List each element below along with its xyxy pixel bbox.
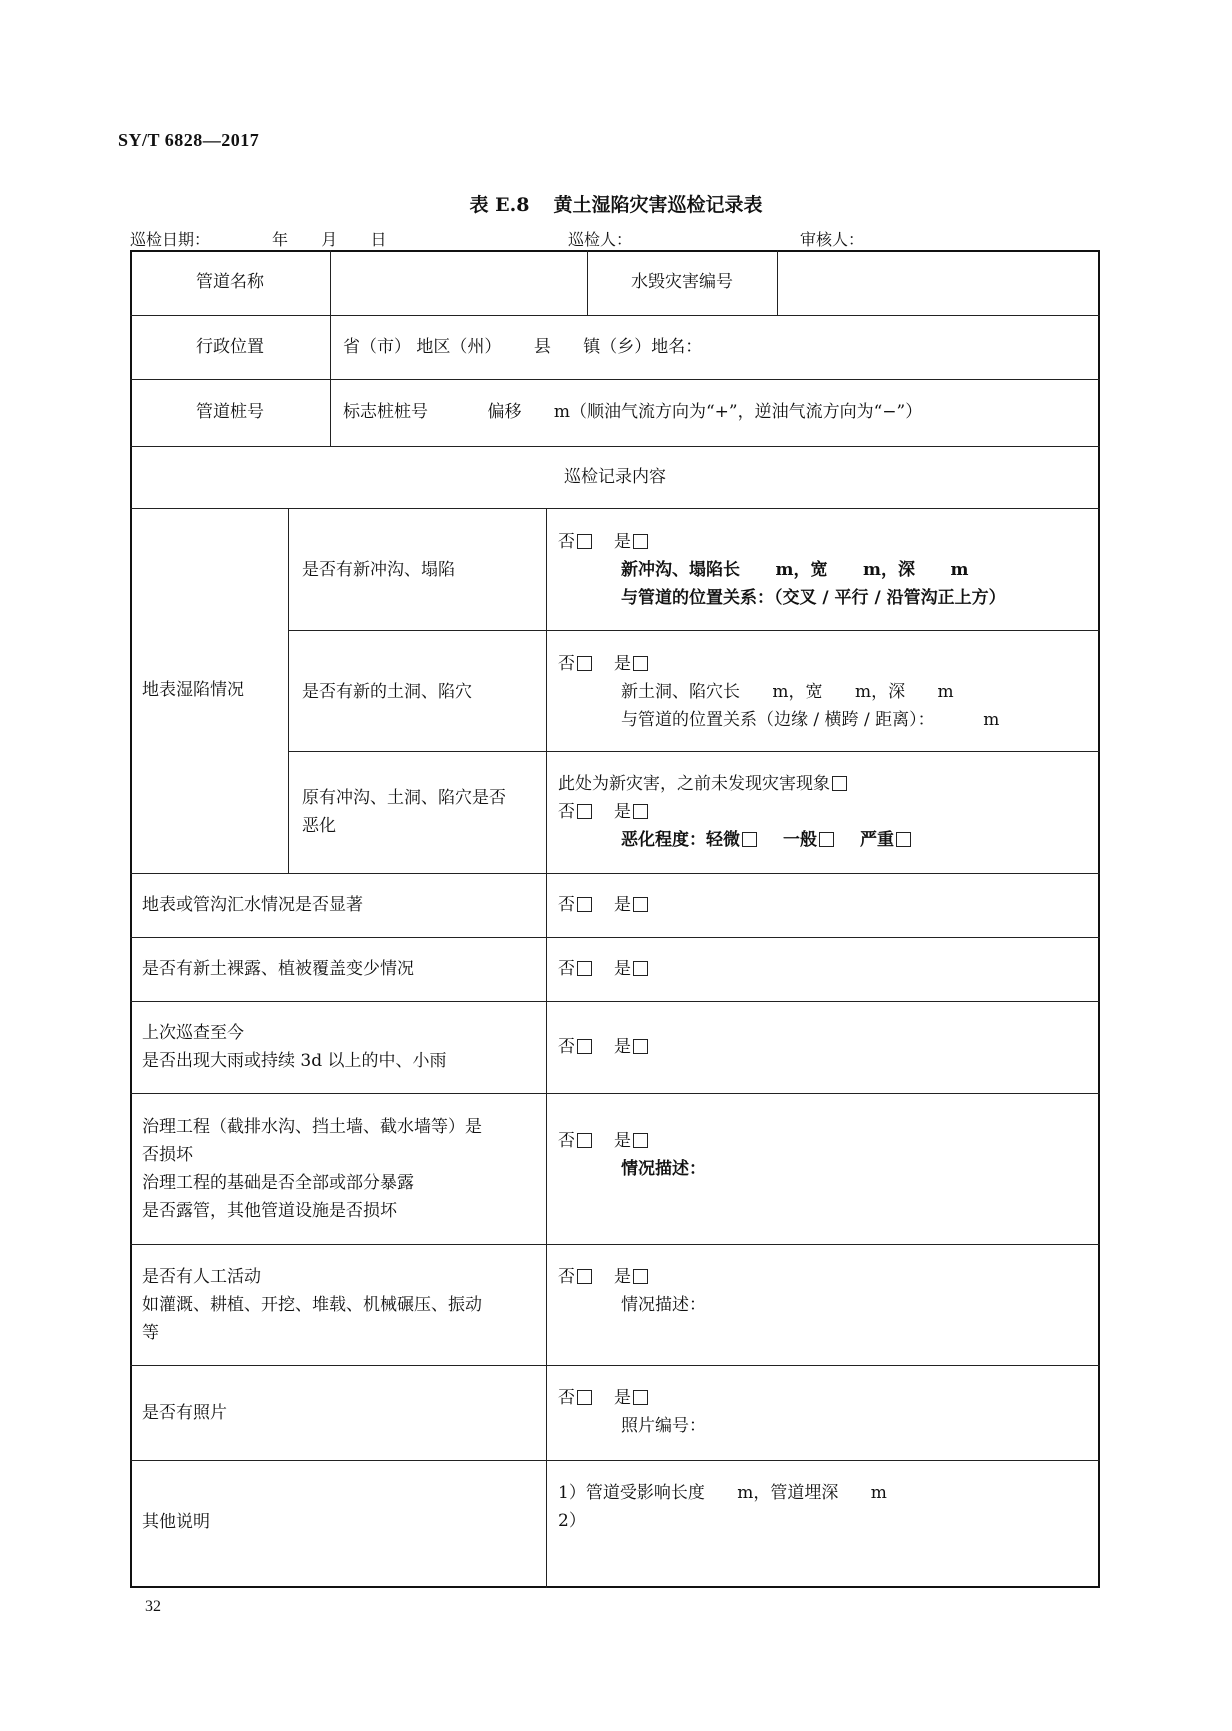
description-label[interactable]: 情况描述：	[621, 1159, 706, 1179]
no-label: 否	[558, 1388, 575, 1408]
yes-checkbox[interactable]	[633, 961, 648, 976]
dimension-line: 新土洞、陷穴长 m，宽 m，深 m	[621, 682, 954, 702]
yes-checkbox[interactable]	[633, 534, 648, 549]
yes-label: 是	[614, 959, 631, 979]
sub-row-2-label: 是否有新的土洞、陷穴	[302, 682, 472, 702]
reviewer-label: 审核人：	[800, 230, 865, 249]
section-header: 巡检记录内容	[564, 467, 666, 487]
rule	[130, 1001, 1100, 1002]
table-number: 表 E.8	[469, 194, 530, 216]
no-checkbox[interactable]	[577, 1039, 592, 1054]
yes-label: 是	[614, 654, 631, 674]
no-checkbox[interactable]	[577, 656, 592, 671]
degree-severe-checkbox[interactable]	[896, 832, 911, 847]
yes-checkbox[interactable]	[633, 656, 648, 671]
rule	[130, 937, 1100, 938]
admin-location-label: 行政位置	[196, 337, 264, 357]
yes-label: 是	[614, 1267, 631, 1287]
sub-row-1-answer	[558, 528, 1006, 612]
admin-location-value[interactable]: 省（市） 地区（州） 县 镇（乡）地名：	[343, 337, 703, 357]
label-line: 等	[142, 1323, 159, 1343]
no-checkbox[interactable]	[577, 804, 592, 819]
degree-normal-checkbox[interactable]	[819, 832, 834, 847]
photos-label: 是否有照片	[142, 1403, 227, 1423]
new-disaster-text: 此处为新灾害，之前未发现灾害现象	[558, 774, 830, 794]
yes-label: 是	[614, 1388, 631, 1408]
note-item-2[interactable]: 2）	[558, 1511, 586, 1531]
new-disaster-checkbox[interactable]	[832, 776, 847, 791]
yes-checkbox[interactable]	[633, 1039, 648, 1054]
rule	[130, 873, 1100, 874]
photo-number-label[interactable]: 照片编号：	[621, 1416, 706, 1436]
no-label: 否	[558, 654, 575, 674]
no-label: 否	[558, 1131, 575, 1151]
no-label: 否	[558, 895, 575, 915]
no-checkbox[interactable]	[577, 1390, 592, 1405]
yes-label: 是	[614, 532, 631, 552]
sub-row-3-label	[302, 784, 506, 840]
rule	[130, 379, 1100, 380]
no-label: 否	[558, 1267, 575, 1287]
label-line: 是否露管，其他管道设施是否损坏	[142, 1201, 397, 1221]
table-title	[0, 190, 1232, 217]
sub-row-3-answer	[558, 770, 915, 854]
rule	[130, 1365, 1100, 1366]
yes-checkbox[interactable]	[633, 1390, 648, 1405]
rule	[130, 1244, 1100, 1245]
rainfall-answer	[558, 1033, 652, 1061]
exposed-soil-label: 是否有新土裸露、植被覆盖变少情况	[142, 959, 414, 979]
label-line: 恶化	[302, 816, 336, 836]
human-activity-answer	[558, 1263, 706, 1319]
rule	[330, 250, 331, 446]
human-activity-label	[142, 1263, 482, 1347]
rainfall-label	[142, 1019, 447, 1075]
yes-label: 是	[614, 1131, 631, 1151]
rule	[130, 508, 1100, 509]
yes-checkbox[interactable]	[633, 1269, 648, 1284]
other-notes-answer	[558, 1479, 887, 1535]
degree-normal-label: 一般	[783, 830, 817, 850]
rule	[130, 446, 1100, 447]
inspection-date-label: 巡检日期：	[130, 230, 211, 249]
label-line: 原有冲沟、土洞、陷穴是否	[302, 788, 506, 808]
treatment-works-label	[142, 1113, 482, 1225]
no-checkbox[interactable]	[577, 1269, 592, 1284]
degree-mild-label: 恶化程度：轻微	[621, 830, 740, 850]
rule	[130, 1460, 1100, 1461]
water-accumulation-answer	[558, 891, 652, 919]
label-line: 否损坏	[142, 1145, 193, 1165]
inspector-label: 巡检人：	[568, 230, 633, 249]
disaster-no-label: 水毁灾害编号	[631, 272, 733, 292]
treatment-works-answer	[558, 1127, 706, 1183]
yes-label: 是	[614, 895, 631, 915]
pipeline-name-label: 管道名称	[196, 272, 264, 292]
yes-label: 是	[614, 802, 631, 822]
label-line: 上次巡查至今	[142, 1023, 244, 1043]
exposed-soil-answer	[558, 955, 652, 983]
table-title-text: 黄土湿陷灾害巡检记录表	[553, 194, 763, 216]
group-label: 地表湿陷情况	[142, 680, 244, 700]
yes-checkbox[interactable]	[633, 897, 648, 912]
label-line: 是否有人工活动	[142, 1267, 261, 1287]
no-label: 否	[558, 1037, 575, 1057]
yes-label: 是	[614, 1037, 631, 1057]
rule	[130, 315, 1100, 316]
rule	[546, 508, 547, 1588]
dimension-line: 新冲沟、塌陷长 m，宽 m，深 m	[621, 560, 969, 580]
rule	[288, 751, 1100, 752]
no-label: 否	[558, 802, 575, 822]
rule	[288, 630, 1100, 631]
water-accumulation-label: 地表或管沟汇水情况是否显著	[142, 895, 363, 915]
yes-checkbox[interactable]	[633, 804, 648, 819]
label-line: 是否出现大雨或持续 3d 以上的中、小雨	[142, 1051, 447, 1071]
stake-label: 管道桩号	[196, 402, 264, 422]
description-label[interactable]: 情况描述：	[621, 1295, 706, 1315]
label-line: 如灌溉、耕植、开挖、堆载、机械碾压、振动	[142, 1295, 482, 1315]
degree-severe-label: 严重	[860, 830, 894, 850]
sub-row-2-answer	[558, 650, 999, 734]
no-checkbox[interactable]	[577, 1133, 592, 1148]
position-relation-line: 与管道的位置关系：（交叉 / 平行 / 沿管沟正上方）	[621, 588, 1006, 608]
other-notes-label: 其他说明	[142, 1512, 210, 1532]
label-line: 治理工程（截排水沟、挡土墙、截水墙等）是	[142, 1117, 482, 1137]
no-checkbox[interactable]	[577, 534, 592, 549]
standard-code: SY/T 6828—2017	[118, 130, 260, 150]
no-label: 否	[558, 532, 575, 552]
rule	[130, 1093, 1100, 1094]
no-label: 否	[558, 959, 575, 979]
photos-answer	[558, 1384, 706, 1440]
label-line: 治理工程的基础是否全部或部分暴露	[142, 1173, 414, 1193]
page-number: 32	[145, 1598, 161, 1615]
no-checkbox[interactable]	[577, 897, 592, 912]
position-relation-line: 与管道的位置关系（边缘 / 横跨 / 距离）： m	[621, 710, 1000, 730]
yes-checkbox[interactable]	[633, 1133, 648, 1148]
note-item-1[interactable]: 1）管道受影响长度 m，管道埋深 m	[558, 1483, 887, 1503]
date-units: 年 月 日	[272, 230, 387, 249]
sub-row-1-label: 是否有新冲沟、塌陷	[302, 560, 455, 580]
stake-value[interactable]: 标志桩桩号 偏移 m（顺油气流方向为“+”，逆油气流方向为“−”）	[343, 402, 923, 422]
rule	[288, 508, 289, 873]
degree-mild-checkbox[interactable]	[742, 832, 757, 847]
rule	[777, 250, 778, 315]
no-checkbox[interactable]	[577, 961, 592, 976]
